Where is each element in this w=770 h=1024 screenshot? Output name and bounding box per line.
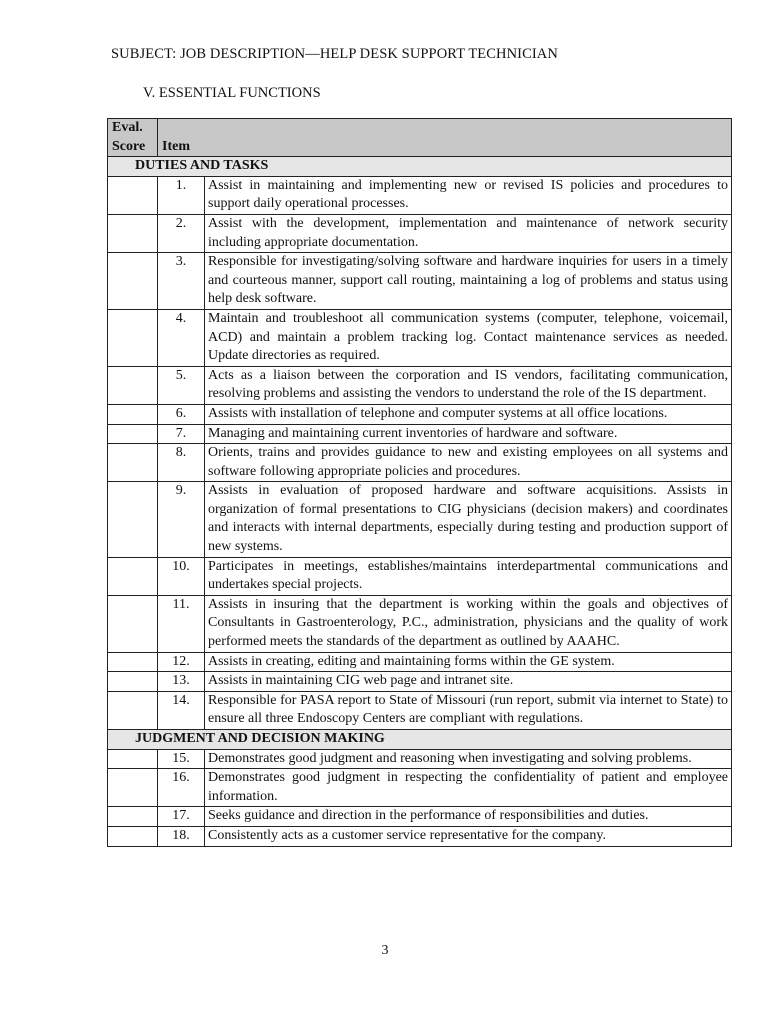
page-number: 3 [381, 943, 389, 958]
eval-score-cell[interactable] [108, 769, 158, 807]
eval-score-cell[interactable] [108, 652, 158, 672]
eval-score-header [108, 119, 158, 157]
eval-score-header-line1: Eval. [112, 120, 143, 135]
eval-score-cell[interactable] [108, 444, 158, 482]
item-number: 7. [158, 424, 205, 444]
table-row [108, 214, 732, 252]
eval-score-header-line2: Score [112, 138, 146, 154]
eval-score-cell[interactable] [108, 309, 158, 366]
table-row [108, 672, 732, 692]
item-description: Responsible for PASA report to State of Missouri (run report, submit via internet to State) to ensure all three Endoscopy Centers are compliant with regulations. [205, 691, 732, 729]
item-description: Consistently acts as a customer service representative for the company. [205, 826, 732, 846]
eval-score-cell[interactable] [108, 404, 158, 424]
eval-score-cell[interactable] [108, 691, 158, 729]
essential-functions-table [107, 118, 732, 847]
item-description: Acts as a liaison between the corporation and IS vendors, facilitating communication, resolving problems and assisting the vendors to understand the role of the IS department. [205, 366, 732, 404]
item-description: Maintain and troubleshoot all communication systems (computer, telephone, voicemail, ACD) and maintain a problem tracking log. Contact maintenance services as needed. Update directories as required. [205, 309, 732, 366]
table-row [108, 253, 732, 310]
item-number: 10. [158, 557, 205, 595]
table-header-row [108, 119, 732, 157]
group-title: DUTIES AND TASKS [108, 157, 732, 177]
item-description: Demonstrates good judgment in respecting the confidentiality of patient and employee information. [205, 769, 732, 807]
table-row [108, 482, 732, 557]
group-header-row [108, 157, 732, 177]
item-number: 8. [158, 444, 205, 482]
group-title: JUDGMENT AND DECISION MAKING [108, 730, 732, 750]
item-number: 17. [158, 807, 205, 827]
eval-score-cell[interactable] [108, 176, 158, 214]
eval-score-cell[interactable] [108, 366, 158, 404]
table-row [108, 595, 732, 652]
item-number: 18. [158, 826, 205, 846]
item-number: 5. [158, 366, 205, 404]
item-description: Demonstrates good judgment and reasoning when investigating and solving problems. [205, 749, 732, 769]
item-description: Orients, trains and provides guidance to new and existing employees on all systems and software following appropriate policies and procedures. [205, 444, 732, 482]
eval-score-cell[interactable] [108, 826, 158, 846]
eval-score-cell[interactable] [108, 214, 158, 252]
item-number: 2. [158, 214, 205, 252]
item-description: Assists in insuring that the department is working within the goals and objectives of Consultants in Gastroenterology, P.C., administration, physicians and the quality of work performed meets the standards of the department as outlined by AAAHC. [205, 595, 732, 652]
item-description: Assists in evaluation of proposed hardware and software acquisitions. Assists in organization of formal presentations to CIG physicians (decision makers) and coordinates and interacts with internal departments, especially during testing and production support of new systems. [205, 482, 732, 557]
table-row [108, 652, 732, 672]
item-number: 14. [158, 691, 205, 729]
item-number: 3. [158, 253, 205, 310]
item-description: Assists with installation of telephone and computer systems at all office locations. [205, 404, 732, 424]
eval-score-cell[interactable] [108, 253, 158, 310]
item-number: 4. [158, 309, 205, 366]
item-number: 9. [158, 482, 205, 557]
item-number: 6. [158, 404, 205, 424]
item-number: 1. [158, 176, 205, 214]
item-description: Assists in maintaining CIG web page and intranet site. [205, 672, 732, 692]
item-description: Participates in meetings, establishes/maintains interdepartmental communications and undertakes special projects. [205, 557, 732, 595]
item-number: 12. [158, 652, 205, 672]
item-description: Seeks guidance and direction in the performance of responsibilities and duties. [205, 807, 732, 827]
eval-score-cell[interactable] [108, 482, 158, 557]
group-header-row [108, 730, 732, 750]
item-description: Assists in creating, editing and maintaining forms within the GE system. [205, 652, 732, 672]
table-row [108, 749, 732, 769]
eval-score-cell[interactable] [108, 749, 158, 769]
table-row [108, 826, 732, 846]
document-subject: SUBJECT: JOB DESCRIPTION—HELP DESK SUPPORT TECHNICIAN [111, 46, 558, 62]
table-row [108, 176, 732, 214]
table-row [108, 404, 732, 424]
item-number: 16. [158, 769, 205, 807]
item-number: 11. [158, 595, 205, 652]
item-header: Item [158, 119, 732, 157]
item-number: 15. [158, 749, 205, 769]
table-row [108, 366, 732, 404]
item-number: 13. [158, 672, 205, 692]
eval-score-cell[interactable] [108, 424, 158, 444]
table-row [108, 424, 732, 444]
essential-functions-table-body [108, 119, 732, 847]
table-row [108, 557, 732, 595]
eval-score-cell[interactable] [108, 807, 158, 827]
table-row [108, 769, 732, 807]
eval-score-cell[interactable] [108, 557, 158, 595]
table-row [108, 691, 732, 729]
table-row [108, 444, 732, 482]
eval-score-cell[interactable] [108, 595, 158, 652]
item-description: Assist in maintaining and implementing new or revised IS policies and procedures to support daily operational processes. [205, 176, 732, 214]
table-row [108, 807, 732, 827]
item-description: Managing and maintaining current inventories of hardware and software. [205, 424, 732, 444]
item-description: Assist with the development, implementation and maintenance of network security including appropriate documentation. [205, 214, 732, 252]
table-row [108, 309, 732, 366]
eval-score-cell[interactable] [108, 672, 158, 692]
item-description: Responsible for investigating/solving software and hardware inquiries for users in a timely and courteous manner, support call routing, maintaining a log of problems and status using help desk software. [205, 253, 732, 310]
section-title: V. ESSENTIAL FUNCTIONS [143, 85, 321, 101]
